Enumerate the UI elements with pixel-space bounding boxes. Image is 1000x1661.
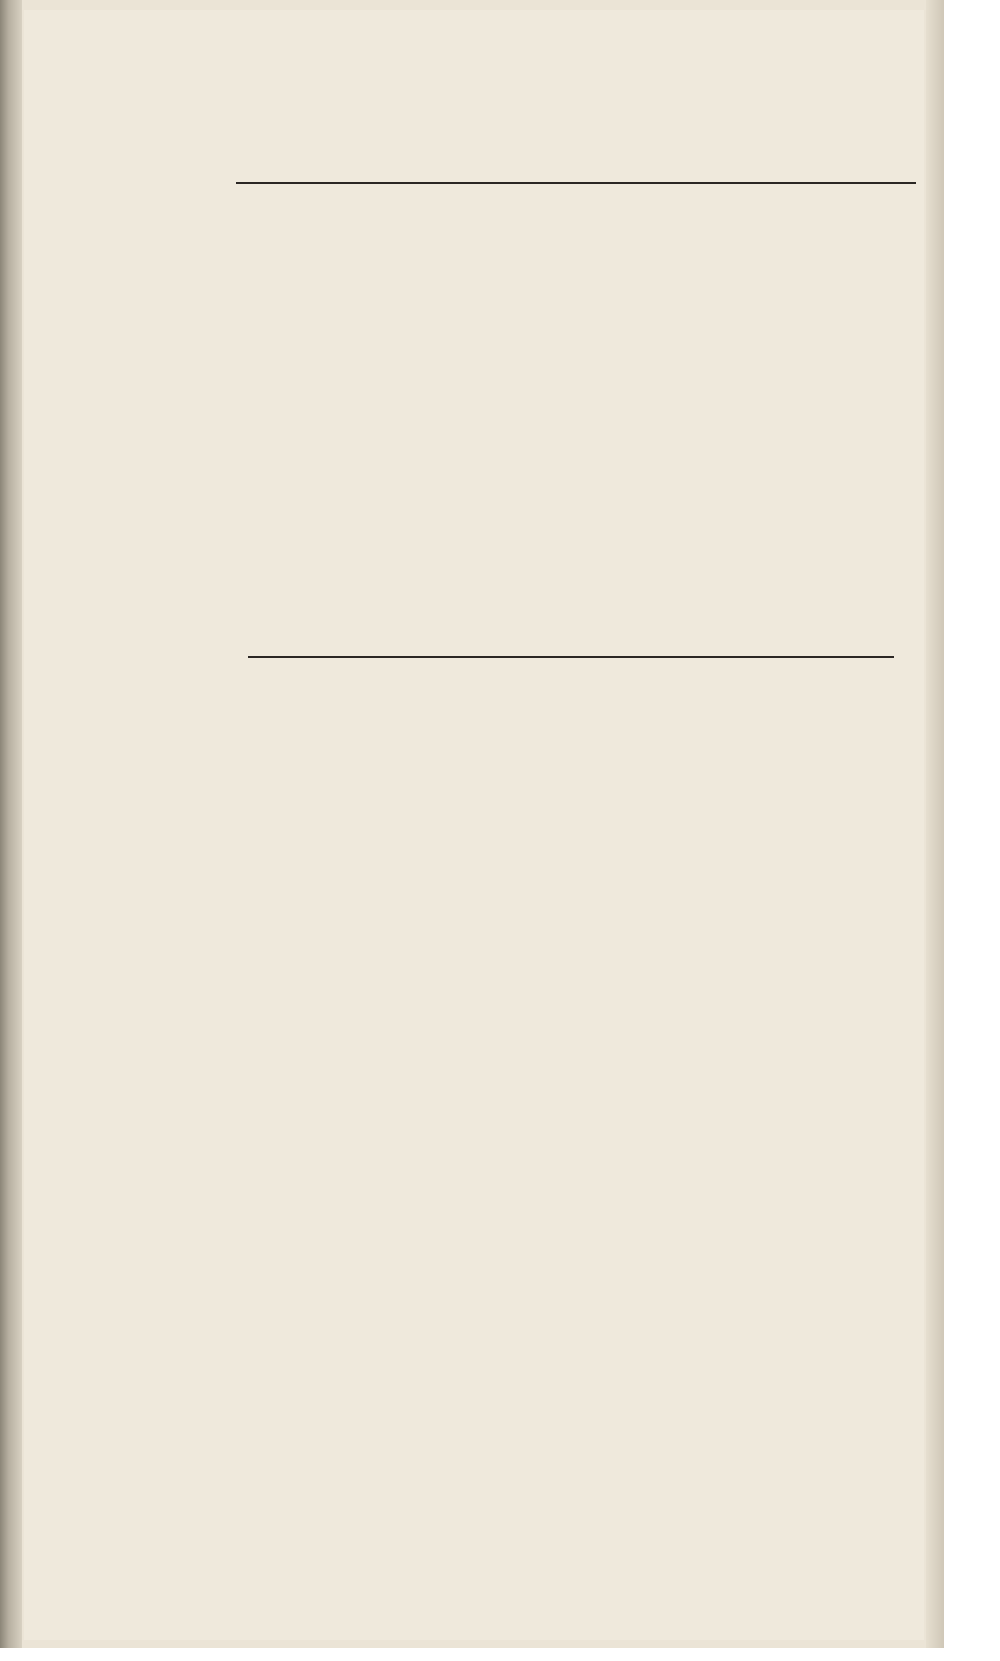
book-spine [0,0,22,1648]
header-rule [236,182,916,184]
section-divider-rule [248,656,894,658]
book-page [24,10,924,1640]
page-header [236,138,916,178]
page-edges [926,0,944,1648]
footer-credit [986,1648,992,1661]
footer-bar [0,1648,1000,1661]
